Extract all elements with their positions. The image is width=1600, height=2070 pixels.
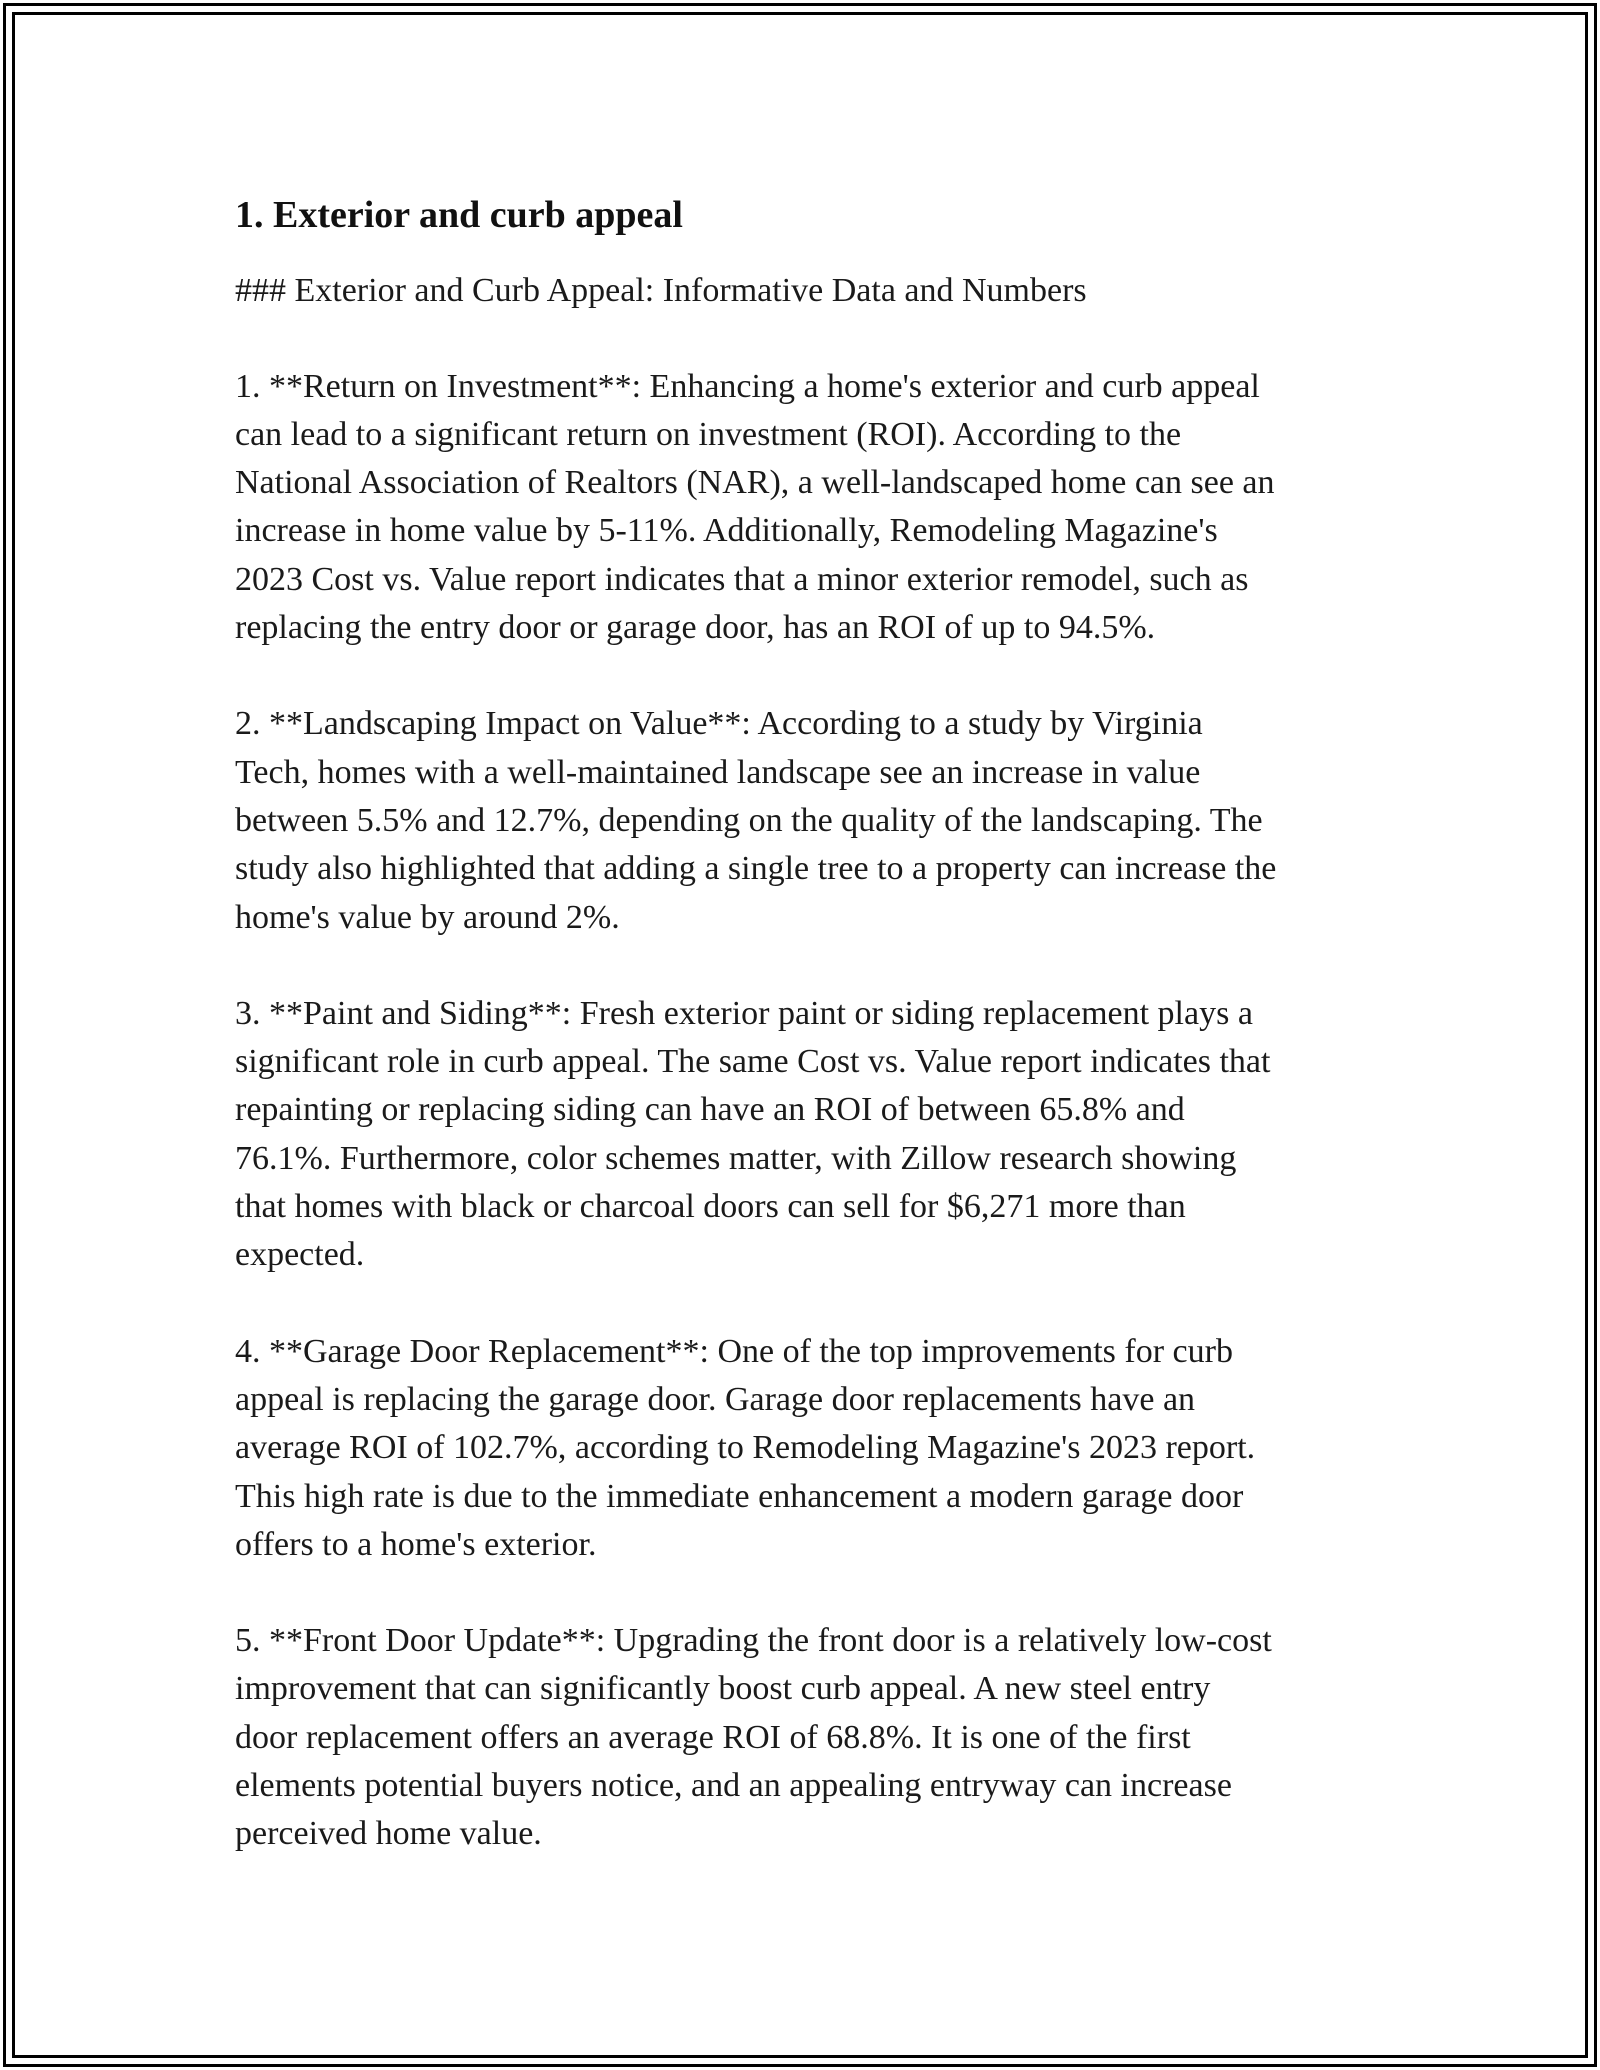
text-line: door replacement offers an average ROI of 68.8%. It is one of the first xyxy=(235,1718,1191,1756)
text-line: appeal is replacing the garage door. Garage door replacements have an xyxy=(235,1380,1196,1418)
paragraph-return-on-investment xyxy=(235,363,1385,653)
text-line: repainting or replacing siding can have an ROI of between 65.8% and xyxy=(235,1091,1185,1129)
text-line: 76.1%. Furthermore, color schemes matter, with Zillow research showing xyxy=(235,1139,1237,1177)
text-line: offers to a home's exterior. xyxy=(235,1525,597,1563)
paragraph-garage-door-replacement xyxy=(235,1328,1385,1569)
text-line: National Association of Realtors (NAR), a well-landscaped home can see an xyxy=(235,464,1275,502)
text-line: expected. xyxy=(235,1236,365,1274)
text-line: This high rate is due to the immediate enhancement a modern garage door xyxy=(235,1477,1244,1515)
text-line: can lead to a significant return on investment (ROI). According to the xyxy=(235,415,1182,453)
paragraph-landscaping-impact xyxy=(235,700,1385,941)
text-line: perceived home value. xyxy=(235,1815,542,1853)
text-line: increase in home value by 5-11%. Additionally, Remodeling Magazine's xyxy=(235,512,1218,550)
document-body xyxy=(235,180,1385,1859)
text-line: home's value by around 2%. xyxy=(235,898,620,936)
text-line: Tech, homes with a well-maintained landscape see an increase in value xyxy=(235,753,1201,791)
text-line: replacing the entry door or garage door, has an ROI of up to 94.5%. xyxy=(235,609,1156,647)
paragraph-paint-and-siding xyxy=(235,990,1385,1280)
section-title: 1. Exterior and curb appeal xyxy=(235,194,683,236)
text-line: that homes with black or charcoal doors can sell for $6,271 more than xyxy=(235,1188,1186,1226)
text-line: elements potential buyers notice, and an appealing entryway can increase xyxy=(235,1767,1232,1805)
text-line: average ROI of 102.7%, according to Remodeling Magazine's 2023 report. xyxy=(235,1429,1256,1467)
text-line: significant role in curb appeal. The same Cost vs. Value report indicates that xyxy=(235,1043,1271,1081)
text-line: between 5.5% and 12.7%, depending on the quality of the landscaping. The xyxy=(235,801,1263,839)
text-line: 2. **Landscaping Impact on Value**: According to a study by Virginia xyxy=(235,705,1203,743)
text-line: 4. **Garage Door Replacement**: One of the top improvements for curb xyxy=(235,1332,1233,1370)
text-line: 2023 Cost vs. Value report indicates that a minor exterior remodel, such as xyxy=(235,560,1249,598)
text-line: study also highlighted that adding a single tree to a property can increase the xyxy=(235,850,1277,888)
text-line: 1. **Return on Investment**: Enhancing a home's exterior and curb appeal xyxy=(235,367,1260,405)
text-line: 3. **Paint and Siding**: Fresh exterior paint or siding replacement plays a xyxy=(235,994,1253,1032)
text-line: 5. **Front Door Update**: Upgrading the front door is a relatively low-cost xyxy=(235,1622,1272,1660)
text-line: improvement that can significantly boost curb appeal. A new steel entry xyxy=(235,1670,1211,1708)
paragraph-front-door-update xyxy=(235,1617,1385,1858)
subheading: ### Exterior and Curb Appeal: Informative Data and Numbers xyxy=(235,271,1087,309)
